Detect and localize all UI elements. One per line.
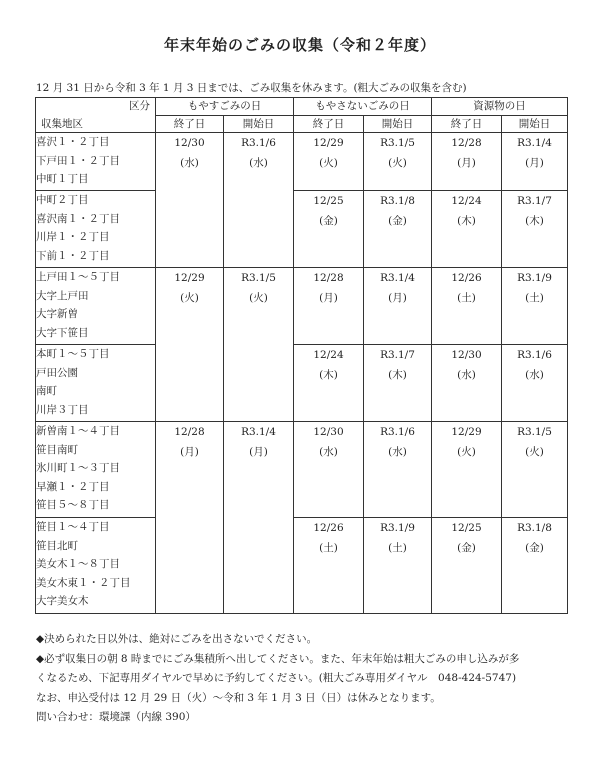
date-value: 12/24 [313,349,344,361]
nonburnable-end [294,518,364,614]
date-value: 12/26 [313,522,344,534]
date-value: 12/25 [313,195,344,207]
nonburnable-end [294,345,364,422]
start-date-header: 開始日 [224,115,294,133]
resource-end [432,422,502,518]
weekday-value: (月) [525,157,544,169]
date-value: 12/28 [451,137,482,149]
date-value: R3.1/9 [517,272,552,284]
resource-start [502,133,568,191]
weekday-value: (火) [457,446,476,458]
area-name: 笹目１～４丁目 [36,521,110,533]
date-value: R3.1/5 [517,426,552,438]
area-name: 美女木１～８丁目 [36,558,120,570]
weekday-value: (火) [319,157,338,169]
date-value: 12/30 [174,137,205,149]
weekday-value: (水) [319,446,338,458]
date-value: R3.1/6 [517,349,552,361]
date-value: 12/25 [451,522,482,534]
weekday-value: (月) [249,446,268,458]
end-date-header: 終了日 [294,115,364,133]
schedule-row [36,133,568,191]
category-burnable: もやすごみの日 [156,98,294,116]
header-kubun-cell [36,98,156,133]
date-value: 12/29 [313,137,344,149]
area-list-cell [36,133,156,191]
date-value: 12/28 [313,272,344,284]
area-list-cell [36,422,156,518]
nonburnable-start [364,518,432,614]
weekday-value: (火) [525,446,544,458]
resource-start [502,268,568,345]
date-value: R3.1/4 [241,426,276,438]
end-date-header: 終了日 [156,115,224,133]
date-value: 12/26 [451,272,482,284]
collection-schedule-table [35,97,568,614]
weekday-value: (月) [457,157,476,169]
resource-start [502,191,568,268]
nonburnable-start [364,345,432,422]
resource-end [432,345,502,422]
weekday-value: (月) [180,446,199,458]
burnable-end [156,133,224,268]
date-value: R3.1/7 [380,349,415,361]
area-name: 大字下笹目 [36,326,89,339]
note-line: くなるため、下記専用ダイヤルで早めに予約してください。(粗大ごみ専用ダイヤル 048-424-5747) [36,672,517,684]
resource-start [502,422,568,518]
area-name: 上戸田１～５丁目 [36,271,120,283]
date-value: 12/30 [313,426,344,438]
area-name: 大字新曽 [36,308,78,320]
schedule-row [36,422,568,518]
area-name: 川岸１・２丁目 [36,231,110,243]
area-name: 喜沢１・２丁目 [36,136,110,148]
weekday-value: (月) [388,292,407,304]
holiday-notice: 12 月 31 日から令和 3 年 1 月 3 日までは、ごみ収集を休みます。(粗大ごみの収集を含む) [36,82,467,94]
schedule-row [36,345,568,422]
kubun-label: 区分 [129,100,150,112]
note-line: ◆決められた日以外は、絶対にごみを出さないでください。 [36,633,318,645]
burnable-start [224,133,294,268]
weekday-value: (水) [249,157,268,169]
area-name: 戸田公園 [36,366,78,379]
category-resources: 資源物の日 [432,98,568,116]
resource-end [432,191,502,268]
resource-start [502,345,568,422]
weekday-value: (金) [388,215,407,227]
resource-end [432,518,502,614]
schedule-row [36,518,568,614]
date-value: R3.1/8 [517,522,552,534]
note-line: 問い合わせ：環境課（内線 390） [36,711,196,723]
area-column-label: 収集地区 [41,118,83,130]
date-value: R3.1/8 [380,195,415,207]
area-list-cell [36,518,156,614]
nonburnable-end [294,268,364,345]
area-name: 下前１・２丁目 [36,249,110,262]
weekday-value: (土) [388,542,407,554]
date-value: R3.1/5 [380,137,415,149]
area-name: 喜沢南１・２丁目 [36,212,120,225]
date-value: 12/28 [174,426,205,438]
date-value: 12/29 [451,426,482,438]
resource-start [502,518,568,614]
area-name: 中町２丁目 [36,194,89,206]
resource-end [432,133,502,191]
date-value: R3.1/4 [517,137,552,149]
date-value: R3.1/7 [517,195,552,207]
weekday-value: (土) [319,542,338,554]
weekday-value: (火) [388,157,407,169]
area-list-cell [36,268,156,345]
weekday-value: (金) [457,542,476,554]
area-name: 氷川町１～３丁目 [36,462,120,474]
area-name: 本町１～５丁目 [36,348,110,360]
end-date-header: 終了日 [432,115,502,133]
start-date-header: 開始日 [364,115,432,133]
nonburnable-end [294,422,364,518]
burnable-start [224,422,294,614]
area-name: 早瀬１・２丁目 [36,480,110,493]
note-line: なお、申込受付は 12 月 29 日（火）～令和 3 年 1 月 3 日（日）は休みとなります。 [36,691,441,704]
weekday-value: (火) [249,292,268,304]
area-list-cell [36,345,156,422]
note-line: ◆必ず収集日の朝 8 時までにごみ集積所へ出してください。また、年末年始は粗大ごみの申し込みが多 [36,652,520,665]
weekday-value: (木) [388,369,407,381]
category-nonburnable: もやさないごみの日 [294,98,432,116]
weekday-value: (月) [319,292,338,304]
area-list-cell [36,191,156,268]
area-name: 新曽南１～４丁目 [36,425,120,437]
date-value: R3.1/6 [241,137,276,149]
nonburnable-start [364,268,432,345]
area-name: 美女木東１・２丁目 [36,576,131,589]
area-name: 笹目北町 [36,539,78,552]
area-name: 大字美女木 [36,595,89,607]
nonburnable-start [364,133,432,191]
resource-end [432,268,502,345]
area-name: 笹目５～８丁目 [36,499,110,511]
weekday-value: (火) [180,292,199,304]
start-date-header: 開始日 [502,115,568,133]
area-name: 南町 [36,385,57,397]
nonburnable-start [364,422,432,518]
date-value: 12/24 [451,195,482,207]
weekday-value: (水) [457,369,476,381]
date-value: 12/30 [451,349,482,361]
page-title: 年末年始のごみの収集（令和２年度） [163,36,436,54]
burnable-start [224,268,294,422]
weekday-value: (土) [457,292,476,304]
date-value: R3.1/6 [380,426,415,438]
area-name: 下戸田１・２丁目 [36,154,120,167]
nonburnable-end [294,133,364,191]
weekday-value: (木) [525,215,544,227]
weekday-value: (金) [525,542,544,554]
notes [36,630,519,728]
weekday-value: (水) [525,369,544,381]
date-value: R3.1/4 [380,272,415,284]
weekday-value: (土) [525,292,544,304]
weekday-value: (金) [319,215,338,227]
date-value: 12/29 [174,272,205,284]
burnable-end [156,268,224,422]
burnable-end [156,422,224,614]
nonburnable-start [364,191,432,268]
area-name: 川岸３丁目 [36,403,89,416]
schedule-row [36,191,568,268]
area-name: 大字上戸田 [36,289,89,302]
date-value: R3.1/5 [241,272,276,284]
date-value: R3.1/9 [380,522,415,534]
weekday-value: (水) [388,446,407,458]
weekday-value: (水) [180,157,199,169]
area-name: 中町１丁目 [36,173,89,185]
weekday-value: (木) [319,369,338,381]
nonburnable-end [294,191,364,268]
schedule-row [36,268,568,345]
weekday-value: (木) [457,215,476,227]
area-name: 笹目南町 [36,443,78,456]
